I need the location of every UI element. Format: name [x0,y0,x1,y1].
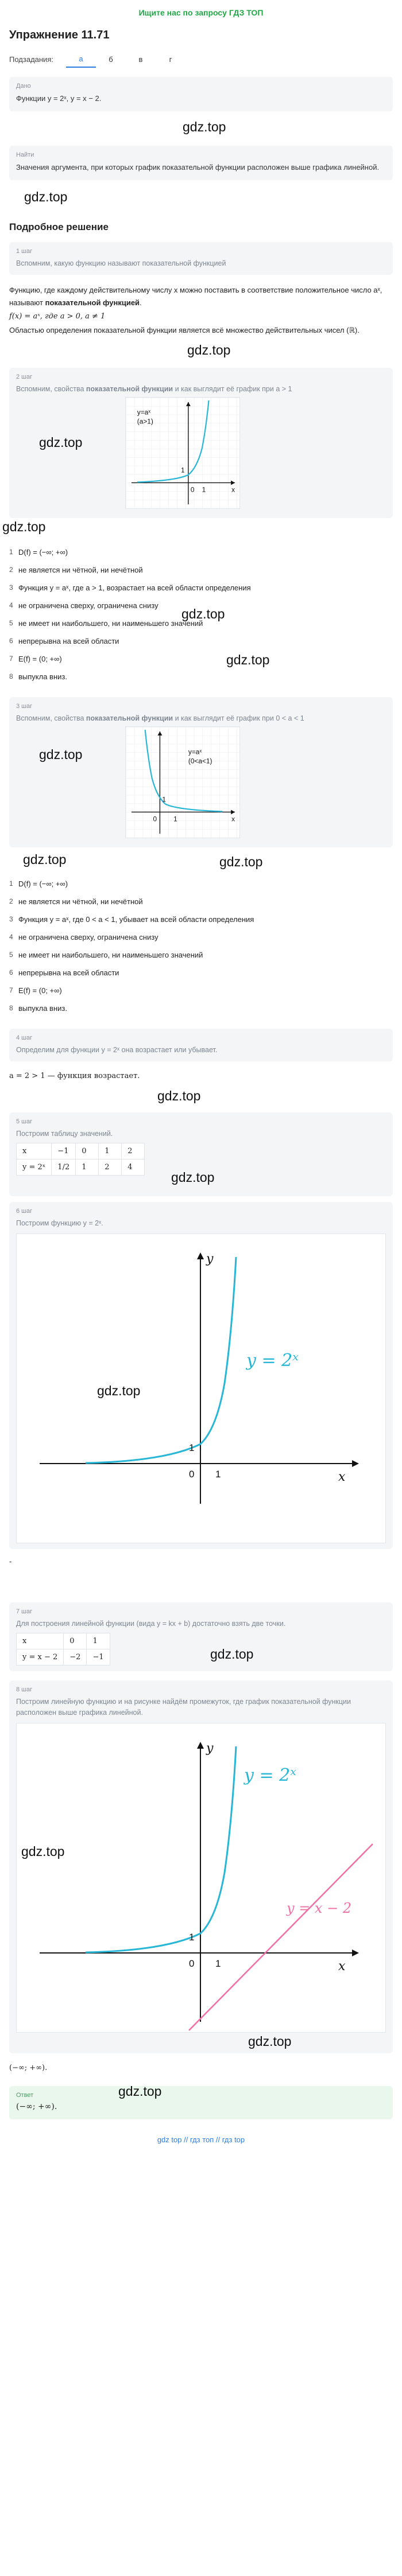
curve-label: y = 2ˣ [246,1351,299,1371]
step-7 [9,1602,393,1671]
definition-text [9,284,393,309]
step-tag: 7 шаг [16,1608,33,1615]
property-text: D(f) = (−∞; +∞) [18,548,68,557]
property-number: 2 [9,897,13,905]
table-row [17,1159,145,1176]
table-cell: x [17,1143,52,1159]
table-cell: 1 [87,1633,110,1649]
property-text: Функция y = aˣ, где 0 < a < 1, убывает на всей области определения [18,915,254,924]
x-axis-label: x [231,485,235,494]
curve-cond: (0<a<1) [188,757,212,765]
tab-g[interactable]: г [169,55,172,64]
table-row [17,1633,110,1649]
step-tag: 3 шаг [16,703,33,710]
property-number: 2 [9,566,13,574]
property-text: выпукла вниз. [18,1004,67,1013]
step-hint: Построим функцию y = 2ˣ. [16,1219,103,1227]
property-number: 5 [9,951,13,959]
step-hint: Построим таблицу значений. [16,1130,113,1138]
property-text: E(f) = (0; +∞) [18,986,62,995]
tab-b[interactable]: б [109,55,113,64]
tab-v[interactable]: в [138,55,143,64]
property-number: 6 [9,637,13,645]
exp-graph-box [16,1233,386,1543]
property-item [9,561,393,579]
subtasks-label: Подзадания: [9,55,53,64]
step-8 [9,1680,393,2053]
watermark: gdz.top [226,652,270,667]
increasing-text: a = 2 > 1 — функция возрастает. [9,1072,140,1080]
property-item [9,964,393,982]
one-x-label: 1 [215,1958,221,1969]
def-part: Функцию, где каждому действительному числу x можно поставить в соответствие положительное число aˣ, называют [9,286,382,307]
one-x-label: 1 [215,1469,221,1480]
property-number: 1 [9,548,13,556]
table-cell: 2 [122,1143,145,1159]
curve-label: y=aˣ [188,748,202,756]
wm-row-5 [0,853,402,873]
step-tag: 4 шаг [16,1034,33,1041]
property-text: непрерывна на всей области [18,968,119,977]
property-number: 1 [9,880,13,888]
watermark: gdz.top [183,119,226,134]
property-text: не является ни чётной, ни нечётной [18,897,143,906]
y-axis-label: y [206,1252,214,1266]
domain-text: Областью определения показательной функции является всё множество действительных чисел (ℝ). [9,326,360,334]
answer-card [9,2086,393,2119]
watermark: gdz.top [118,2084,162,2099]
one-label: 1 [189,1442,195,1453]
def-term: показательной функцией [45,298,140,307]
table-cell: 1 [76,1159,99,1176]
property-number: 4 [9,933,13,941]
table-cell: 2 [99,1159,122,1176]
wm-row-1 [0,117,402,140]
formula: f(x) = aˣ, где a > 0, a ≠ 1 [9,312,106,321]
line-label: y = x − 2 [287,1900,352,1916]
page-title: Упражнение 11.71 [9,29,110,41]
watermark: gdz.top [219,854,263,869]
property-number: 7 [9,655,13,663]
curve-label: y=aˣ [137,408,151,417]
answer-tag: Ответ [16,2092,34,2099]
property-number: 6 [9,968,13,976]
growth-graph [125,397,240,509]
find-text: Значения аргумента, при которых график показательной функции расположен выше графика линейной. [16,163,380,172]
property-text: не имеет ни наибольшего, ни наименьшего значений [18,619,203,628]
step-tag: 5 шаг [16,1118,33,1125]
watermark: gdz.top [2,519,46,534]
table-cell: −1 [52,1143,76,1159]
step-hint: Вспомним, свойства показательной функции и как выглядит её график при 0 < a < 1 [16,714,304,722]
watermark: gdz.top [181,606,225,621]
wm-row-2 [0,186,402,209]
property-item [9,928,393,946]
graph-area [16,395,386,512]
subtasks-tabs [0,46,402,71]
watermark: gdz.top [39,747,83,762]
one-x-label: 1 [202,485,206,494]
step-hint: Построим линейную функцию и на рисунке найдём промежуток, где график показательной функции расположен выше графика линейной. [16,1698,351,1717]
dash-mark: - [9,1557,12,1566]
property-item [9,893,393,910]
table-cell: 0 [64,1633,87,1649]
property-text: непрерывна на всей области [18,637,119,645]
given-card [9,77,393,111]
table-cell: x [17,1633,64,1649]
step-5 [9,1112,393,1196]
table-cell: −1 [87,1649,110,1666]
compare-graph [17,1723,384,2032]
zero-label: 0 [190,485,195,494]
def-end: . [140,298,142,307]
zero-label: 0 [189,1469,195,1480]
curve-label: y = 2ˣ [244,1765,296,1785]
values-table-exp [16,1143,145,1176]
property-text: Функция y = aˣ, где a > 1, возрастает на всей области определения [18,583,251,592]
top-banner [0,0,402,23]
property-number: 8 [9,1004,13,1012]
given-text: Функции y = 2ˣ, y = x − 2. [16,94,102,103]
one-label: 1 [162,795,166,804]
step-tag: 2 шаг [16,373,33,380]
given-tag: Дано [16,83,31,90]
find-card [9,146,393,180]
solution-title: Подробное решение [9,221,109,232]
x-axis-label: x [231,815,235,823]
property-text: выпукла вниз. [18,672,67,681]
tab-a[interactable]: а [66,51,96,68]
step-hint: Для построения линейной функции (вида y = kx + b) достаточно взять две точки. [16,1620,286,1628]
compare-graph-box [16,1723,386,2033]
step-hint: Определим для функции y = 2ˣ она возрастает или убывает. [16,1046,218,1054]
props-list-2 [9,875,393,1017]
property-number: 7 [9,986,13,994]
y-axis-label: y [206,1741,214,1756]
exp-graph [17,1234,384,1543]
one-label: 1 [189,1932,195,1943]
search-hint-link[interactable]: Ищите нас по запросу ГДЗ ТОП [138,8,264,17]
property-number: 5 [9,619,13,627]
table-cell: y = x − 2 [17,1649,64,1666]
step-tag: 6 шаг [16,1208,33,1215]
table-cell: 1 [99,1143,122,1159]
watermark: gdz.top [210,1647,254,1661]
values-table-linear [16,1633,110,1666]
footer-links[interactable]: gdz top // гдз топ // гдз top [157,2135,245,2144]
property-item [9,650,393,668]
conclusion: (−∞; +∞). [9,2064,48,2072]
property-item [9,543,393,561]
wm-row-4 [0,519,402,541]
property-item [9,668,393,686]
step1-body [0,281,402,340]
step-6 [9,1202,393,1549]
watermark: gdz.top [97,1383,141,1398]
watermark: gdz.top [21,1844,65,1859]
zero-label: 0 [189,1958,195,1969]
property-item [9,579,393,597]
watermark: gdz.top [24,189,68,204]
wm-row-6 [0,1085,402,1107]
property-text: не имеет ни наибольшего, ни наименьшего значений [18,951,203,959]
step-tag: 1 шаг [16,248,33,255]
curve-cond: (a>1) [137,417,153,426]
graph-area [16,724,386,842]
watermark: gdz.top [23,852,67,867]
watermark: gdz.top [171,1170,215,1185]
property-number: 4 [9,601,13,609]
table-cell: y = 2ˣ [17,1159,52,1176]
property-item [9,632,393,650]
property-text: E(f) = (0; +∞) [18,655,62,663]
x-axis-label: x [338,1959,346,1974]
watermark: gdz.top [187,343,231,357]
find-tag: Найти [16,151,34,158]
one-label: 1 [181,466,185,474]
table-cell: 4 [122,1159,145,1176]
property-item [9,982,393,999]
property-text: не ограничена сверху, ограничена снизу [18,933,159,941]
property-text: не ограничена сверху, ограничена снизу [18,601,159,610]
step-4 [9,1029,393,1061]
table-cell: 0 [76,1143,99,1159]
watermark: gdz.top [248,2034,292,2049]
step-hint: Вспомним, какую функцию называют показательной функцией [16,259,226,267]
step-hint: Вспомним, свойства показательной функции и как выглядит её график при a > 1 [16,385,292,393]
property-item [9,875,393,893]
step-2 [9,368,393,518]
wm-row-3 [0,340,402,362]
decay-graph [125,726,240,838]
table-cell: −2 [64,1649,87,1666]
property-item [9,910,393,928]
property-text: не является ни чётной, ни нечётной [18,566,143,574]
props-list-1 [9,543,393,686]
zero-label: 0 [153,815,157,823]
step-tag: 8 шаг [16,1686,33,1693]
footer [0,2128,402,2155]
property-text: D(f) = (−∞; +∞) [18,880,68,888]
step-1 [9,242,393,275]
property-number: 8 [9,672,13,680]
table-row [17,1143,145,1159]
table-row [17,1649,110,1666]
property-item [9,999,393,1017]
one-x-label: 1 [173,815,177,823]
x-axis-label: x [338,1470,346,1484]
property-item [9,946,393,964]
step-3 [9,697,393,847]
property-number: 3 [9,915,13,923]
watermark: gdz.top [157,1088,201,1103]
answer-text: (−∞; +∞). [16,2102,57,2111]
watermark: gdz.top [39,435,83,450]
property-number: 3 [9,583,13,592]
table-cell: 1/2 [52,1159,76,1176]
